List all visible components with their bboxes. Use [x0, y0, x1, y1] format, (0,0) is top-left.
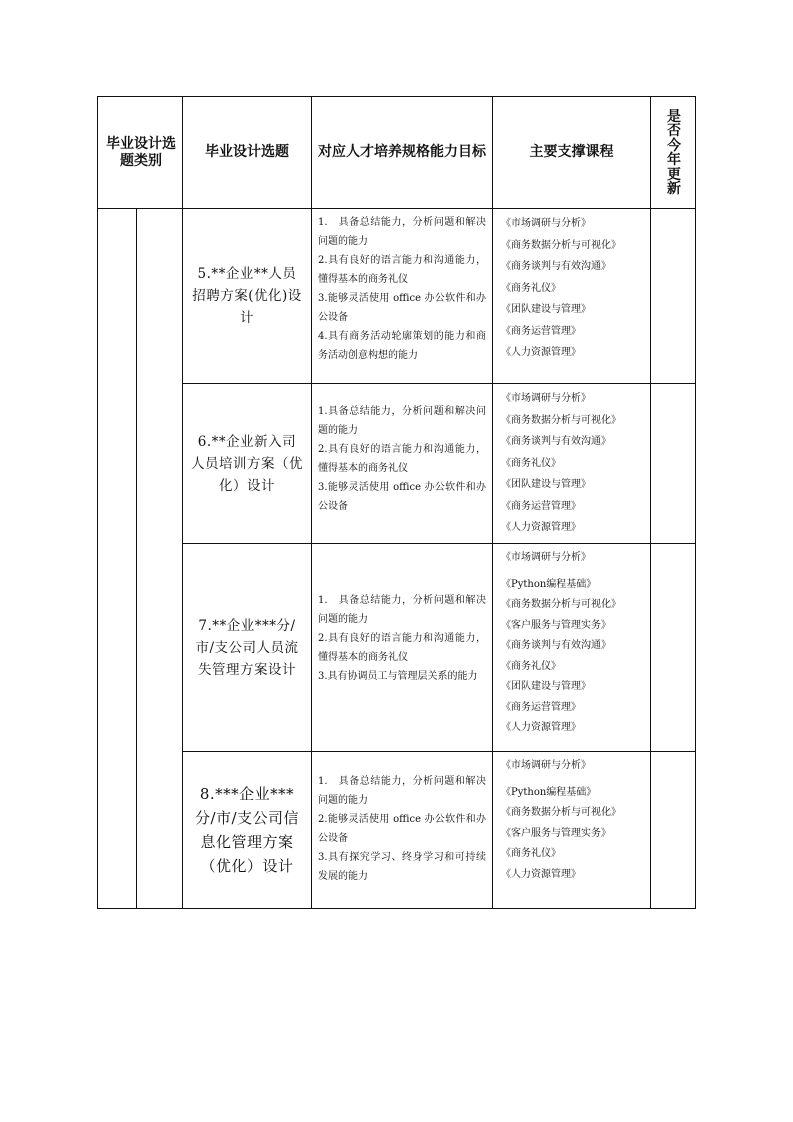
- course-item: 《市场调研与分析》: [501, 760, 591, 771]
- topic-text: 7.**企业***分/市/支公司人员流失管理方案设计: [195, 617, 299, 678]
- table-row-1-abilities: [312, 209, 492, 383]
- course-item: 《人力资源管理》: [501, 522, 581, 533]
- header-topic-label: 毕业设计选题: [205, 144, 289, 160]
- course-item: 《人力资源管理》: [501, 347, 581, 358]
- header-updated-char: 是: [667, 108, 681, 125]
- course-item: 《商务礼仪》: [501, 660, 561, 672]
- table-row-4-courses: [493, 752, 650, 908]
- course-item: 《商务运营管理》: [501, 500, 581, 512]
- course-item: 《商务谈判与有效沟通》: [501, 640, 611, 651]
- table-row-1-topic: [183, 209, 311, 383]
- ability-item: 1. 具备总结能力，分析问题和解决问题的能力: [318, 217, 486, 247]
- course-item: 《商务礼仪》: [501, 457, 561, 469]
- topic-text: 6.**企业新入司人员培训方案（优化）设计: [191, 433, 303, 494]
- ability-item: 3.具有探究学习、终身学习和可持续发展的能力: [318, 852, 486, 882]
- ability-item: 3.能够灵活使用 office 办公软件和办公设备: [318, 293, 486, 323]
- table-row-3-abilities: [312, 544, 492, 751]
- ability-item: 2.具有良好的语言能力和沟通能力，懂得基本的商务礼仪: [318, 255, 486, 285]
- header-updated: [662, 97, 686, 208]
- course-item: 《Python编程基础》: [501, 786, 597, 798]
- ability-item: 2.具有良好的语言能力和沟通能力，懂得基本的商务礼仪: [318, 633, 486, 663]
- ability-item: 2.具有良好的语言能力和沟通能力，懂得基本的商务礼仪: [318, 444, 486, 474]
- table-row-4-topic: [183, 752, 311, 908]
- course-item: 《市场调研与分析》: [501, 552, 591, 563]
- course-item: 《商务礼仪》: [501, 848, 561, 859]
- ability-item: 1.具备总结能力，分析问题和解决问题的能力: [318, 406, 486, 436]
- course-item: 《Python编程基础》: [501, 578, 597, 590]
- table-border-left: [97, 96, 98, 909]
- course-item: 《商务数据分析与可视化》: [501, 599, 621, 610]
- course-item: 《人力资源管理》: [501, 868, 581, 880]
- ability-item: 3.能够灵活使用 office 办公软件和办公设备: [318, 482, 486, 512]
- course-item: 《商务数据分析与可视化》: [501, 807, 621, 818]
- table-row-2-abilities: [312, 384, 492, 543]
- header-updated-char: 更: [667, 166, 681, 183]
- header-courses-label: 主要支撑课程: [529, 144, 614, 160]
- header-ability-label: 对应人才培养规格能力目标: [318, 144, 486, 160]
- ability-item: 4.具有商务活动轮廓策划的能力和商务活动创意构想的能力: [318, 331, 486, 361]
- table-border-right: [695, 96, 696, 909]
- header-updated-label: [667, 110, 681, 197]
- table-row-2-courses: [493, 384, 650, 543]
- course-item: 《商务运营管理》: [501, 701, 581, 713]
- ability-item: 1. 具备总结能力，分析问题和解决问题的能力: [318, 776, 486, 806]
- course-item: 《商务谈判与有效沟通》: [501, 436, 611, 447]
- table-row-3-courses: [493, 544, 650, 751]
- course-item: 《商务数据分析与可视化》: [501, 414, 621, 426]
- header-category-label: 毕业设计选题类别: [106, 135, 176, 169]
- table-row-4-abilities: [312, 752, 492, 908]
- table-border-bottom: [97, 908, 696, 909]
- header-courses: [493, 97, 650, 208]
- header-topic: [183, 97, 311, 208]
- header-updated-char: 新: [667, 181, 681, 197]
- table-row-3-updated: [651, 544, 695, 751]
- course-item: 《商务数据分析与可视化》: [501, 239, 621, 251]
- table-row-2-topic: [183, 384, 311, 543]
- course-item: 《团队建设与管理》: [501, 479, 591, 490]
- course-item: 《人力资源管理》: [501, 722, 581, 733]
- table-row-2-updated: [651, 384, 695, 543]
- header-updated-char: 今: [667, 137, 681, 154]
- col-divider-sub-1: [136, 208, 137, 909]
- course-item: 《客户服务与管理实务》: [501, 619, 611, 631]
- course-item: 《市场调研与分析》: [501, 393, 591, 404]
- ability-item: 3.具有协调员工与管理层关系的能力: [318, 671, 478, 682]
- course-item: 《客户服务与管理实务》: [501, 827, 611, 839]
- course-item: 《市场调研与分析》: [501, 218, 591, 229]
- topic-text: 5.**企业**人员招聘方案(优化)设计: [192, 266, 302, 326]
- ability-item: 2.能够灵活使用 office 办公软件和办公设备: [318, 814, 486, 844]
- topic-text: 8.***企业***分/市/支公司信息化管理方案（优化）设计: [194, 785, 300, 875]
- ability-item: 1. 具备总结能力，分析问题和解决问题的能力: [318, 595, 486, 625]
- course-item: 《团队建设与管理》: [501, 304, 591, 315]
- table-row-1-courses: [493, 209, 650, 383]
- header-updated-char: 否: [667, 123, 681, 139]
- course-item: 《商务礼仪》: [501, 282, 561, 294]
- table-row-1-updated: [651, 209, 695, 383]
- table-row-3-topic: [183, 544, 311, 751]
- header-ability: [316, 97, 488, 208]
- course-item: 《商务谈判与有效沟通》: [501, 261, 611, 272]
- header-category: [106, 97, 176, 208]
- table-row-4-updated: [651, 752, 695, 908]
- course-item: 《商务运营管理》: [501, 325, 581, 337]
- header-updated-char: 年: [667, 152, 681, 168]
- course-item: 《团队建设与管理》: [501, 681, 591, 692]
